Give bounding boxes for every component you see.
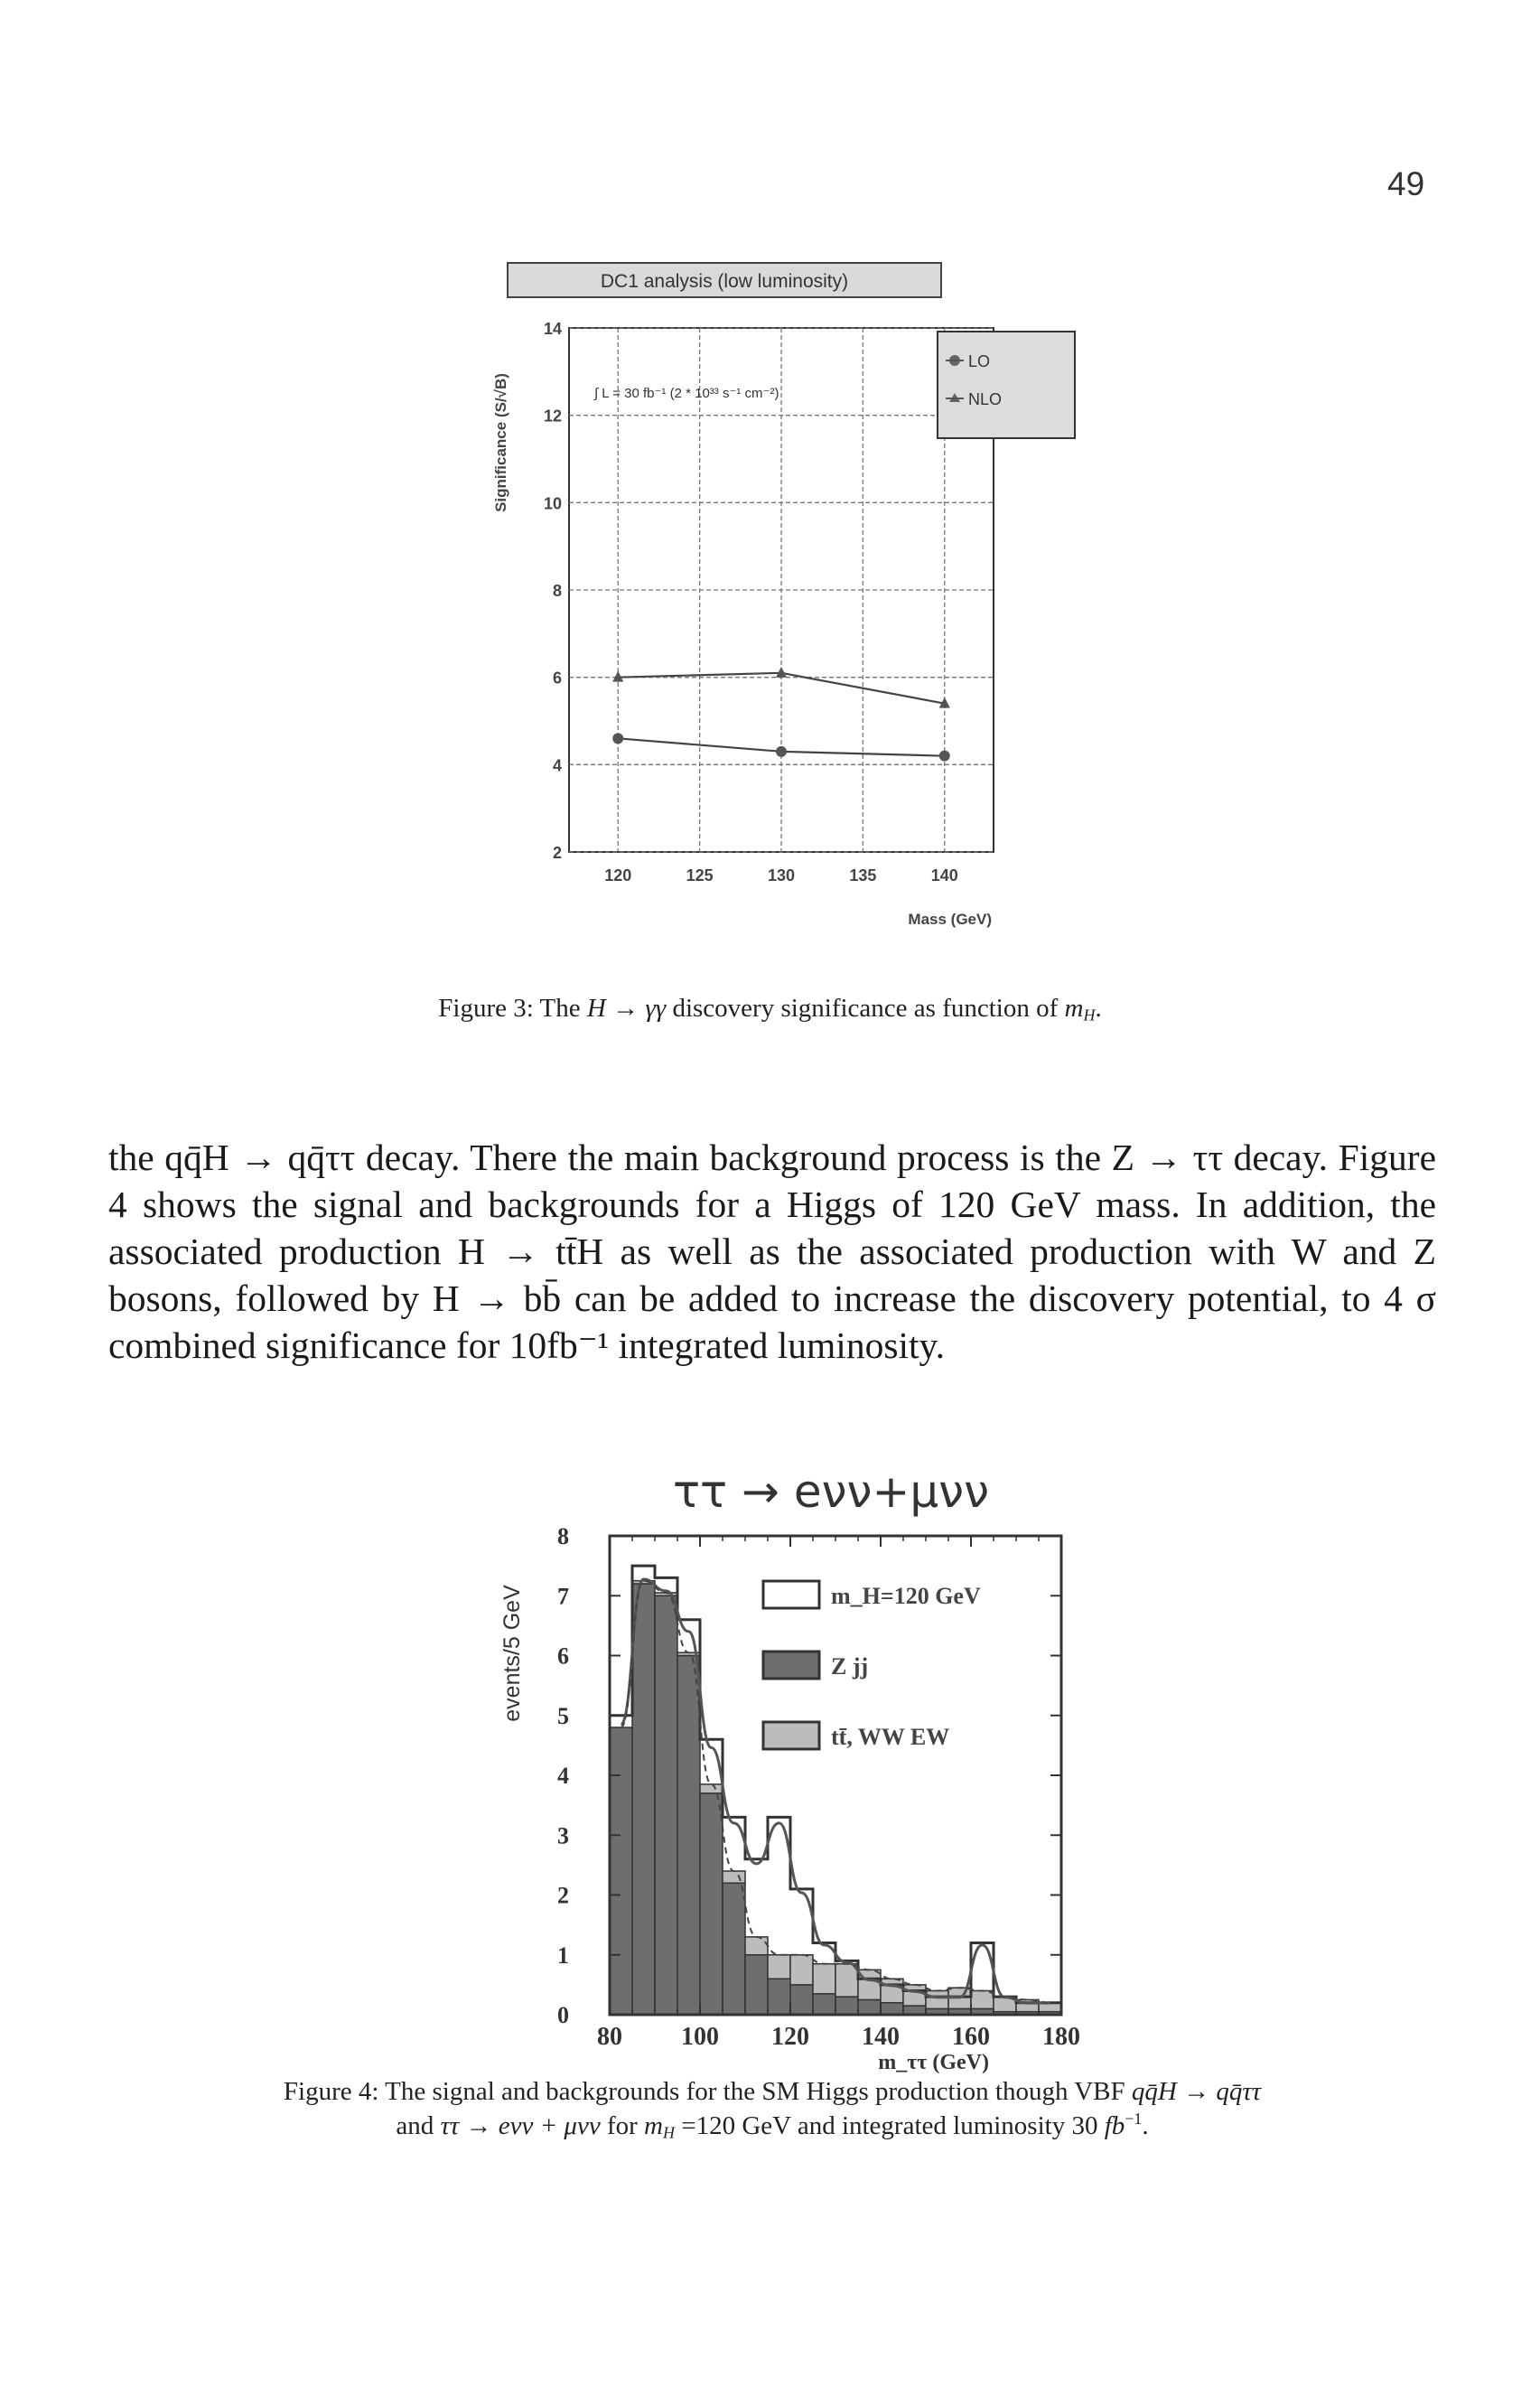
chart-title: DC1 analysis (low luminosity) <box>600 271 849 292</box>
figure-4-caption-line1-math: qq̄H → qq̄ττ <box>1131 2077 1262 2106</box>
figure-4-caption-mh: m <box>644 2111 663 2140</box>
x-tick-label: 140 <box>862 2023 900 2051</box>
bar-ttbar-ww <box>971 1991 994 2009</box>
bar-ttbar-ww <box>700 1784 723 1793</box>
x-tick-label: 120 <box>604 866 632 884</box>
y-tick-label: 4 <box>557 1763 569 1789</box>
figure-3-caption-end: . <box>1095 994 1102 1023</box>
bar-zjj <box>745 1955 768 2015</box>
figure-3-caption-math: H → γγ <box>586 994 667 1023</box>
y-tick-label: 2 <box>552 844 562 862</box>
bar-zjj <box>813 1994 835 2015</box>
y-tick-label: 3 <box>557 1822 569 1849</box>
chart-title: ττ → eνν+μνν <box>672 1465 990 1518</box>
legend-signal-label: m_H=120 GeV <box>831 1583 981 1609</box>
bar-zjj <box>768 1979 790 2015</box>
x-tick-label: 100 <box>681 2023 719 2051</box>
data-point-lo <box>612 733 623 744</box>
bar-zjj <box>881 2003 903 2015</box>
x-tick-label: 125 <box>686 866 714 884</box>
figure-4-caption-line2 <box>108 2109 1436 2143</box>
bar-zjj <box>835 1997 858 2015</box>
figure-4-caption <box>108 2074 1436 2143</box>
bar-ttbar-ww <box>745 1937 768 1955</box>
y-tick-label: 10 <box>543 494 562 513</box>
y-axis-label: events/5 GeV <box>499 1585 525 1722</box>
figure-4-caption-unit: fb <box>1104 2111 1125 2140</box>
y-tick-label: 6 <box>557 1642 569 1670</box>
data-point-lo <box>776 746 787 757</box>
bar-zjj <box>858 1999 881 2015</box>
bar-ttbar-ww <box>790 1955 813 1985</box>
y-tick-label: 2 <box>557 1882 569 1909</box>
page-number: 49 <box>1387 165 1425 202</box>
figure-4-caption-end: . <box>1142 2111 1149 2140</box>
y-tick-label: 8 <box>552 582 562 600</box>
luminosity-annotation: ∫ L = 30 fb⁻¹ (2 * 10³³ s⁻¹ cm⁻²) <box>594 386 779 401</box>
y-tick-label: 12 <box>543 407 562 426</box>
y-tick-label: 8 <box>557 1523 569 1549</box>
legend-entry-signal <box>763 1581 981 1609</box>
figure-4-caption-line2-rest: =120 GeV and integrated luminosity 30 <box>674 2111 1105 2140</box>
legend-zjj-swatch <box>763 1652 819 1679</box>
legend-signal-swatch <box>763 1581 819 1608</box>
x-tick-label: 130 <box>767 866 796 884</box>
bar-zjj <box>723 1883 745 2015</box>
bar-zjj <box>655 1596 677 2015</box>
legend-lo-label: LO <box>968 352 991 370</box>
legend-ttbar-swatch <box>763 1722 819 1749</box>
figure-4-caption-mh-sub: H <box>663 2123 675 2142</box>
y-tick-label: 6 <box>552 669 562 688</box>
legend-ttbar-label: tt̄, WW EW <box>831 1724 950 1750</box>
bar-ttbar-ww <box>813 1964 835 1994</box>
y-axis-label: Significance (S/√B) <box>492 373 509 512</box>
bar-ttbar-ww <box>835 1964 858 1997</box>
figure-3-caption <box>0 991 1540 1025</box>
figure-4-chart <box>499 1446 1115 2074</box>
x-tick-label: 140 <box>930 866 958 884</box>
bar-ttbar-ww <box>723 1871 745 1883</box>
x-tick-label: 180 <box>1042 2023 1080 2051</box>
bar-zjj <box>790 1985 813 2015</box>
bar-zjj <box>677 1656 700 2016</box>
figure-3-caption-mh-sub: H <box>1083 1006 1096 1025</box>
data-point-lo <box>939 751 950 762</box>
figure-4 <box>499 1446 1115 2074</box>
x-axis-label: m_ττ (GeV) <box>878 2051 989 2074</box>
figure-3-caption-mh: m <box>1064 994 1084 1023</box>
bar-zjj <box>632 1584 655 2015</box>
data-point-nlo <box>776 667 787 678</box>
figure-3 <box>470 257 1084 953</box>
y-tick-label: 14 <box>543 320 562 338</box>
x-tick-label: 135 <box>849 866 877 884</box>
figure-3-caption-middle: discovery significance as function of <box>666 994 1065 1023</box>
bar-ttbar-ww <box>881 1979 903 2003</box>
legend-box <box>938 332 1075 438</box>
body-paragraph: the qq̄H → qq̄ττ decay. There the main background process is the Z → ττ decay. Figure 4 shows the signal and backgrounds for a Higgs of 120 GeV mass. In addition, the associated production H → tt̄H as well as the associated production with W and Z bosons, followed by H → bb̄ can be added to increase the discovery potential, to 4 σ combined significance for 10fb⁻¹ integrated luminosity. <box>108 1137 1436 1366</box>
y-tick-label: 4 <box>552 756 562 775</box>
y-tick-label: 5 <box>557 1702 569 1729</box>
figure-4-caption-line1-prefix: Figure 4: The signal and backgrounds for the SM Higgs production though VBF <box>283 2077 1132 2106</box>
legend-entry-zjj <box>763 1652 868 1680</box>
bar-ttbar-ww <box>926 1991 948 2009</box>
figure-4-caption-line2-math: ττ → eνν + μνν <box>440 2111 601 2140</box>
bar-zjj <box>700 1793 723 2015</box>
x-tick-label: 120 <box>771 2023 809 2051</box>
figure-3-caption-prefix: Figure 3: The <box>438 994 587 1023</box>
y-tick-label: 1 <box>557 1942 569 1969</box>
x-tick-label: 80 <box>597 2023 622 2051</box>
legend-entry-ttbar <box>763 1722 949 1750</box>
bar-ttbar-ww <box>903 1985 926 2006</box>
y-tick-label: 0 <box>557 2002 569 2028</box>
figure-4-caption-unit-sup: −1 <box>1125 2110 1143 2129</box>
legend-nlo-label: NLO <box>968 390 1003 408</box>
y-tick-label: 7 <box>557 1583 569 1610</box>
figure-4-caption-line2-prefix: and <box>396 2111 441 2140</box>
bar-zjj <box>610 1727 632 2015</box>
figure-4-caption-line2-middle: for <box>600 2111 645 2140</box>
x-tick-label: 160 <box>952 2023 990 2051</box>
x-axis-label: Mass (GeV) <box>908 911 992 928</box>
bar-ttbar-ww <box>768 1955 790 1979</box>
legend-zjj-label: Z jj <box>831 1653 869 1680</box>
figure-4-caption-line1 <box>108 2074 1436 2109</box>
figure-3-chart <box>470 257 1084 953</box>
